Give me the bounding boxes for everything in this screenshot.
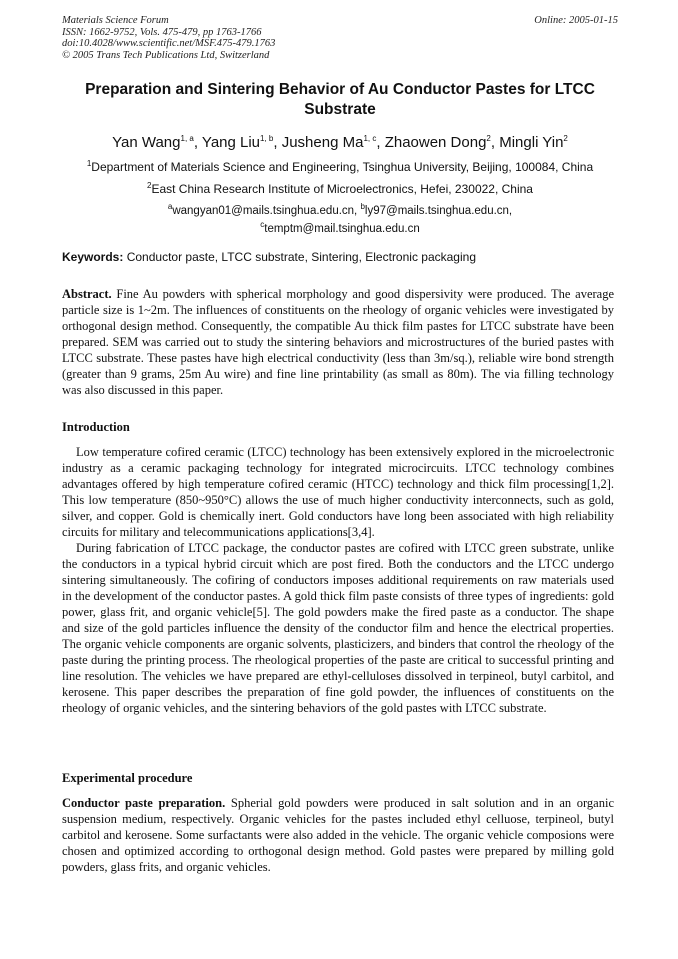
experimental-paragraph xyxy=(62,795,614,875)
author-emails xyxy=(40,200,640,236)
affiliation-1 xyxy=(40,156,640,175)
email-mark: b xyxy=(360,202,365,211)
keywords-text: Conductor paste, LTCC substrate, Sintering, Electronic packaging xyxy=(126,250,476,264)
email-mark: a xyxy=(167,202,173,211)
author-separator: , xyxy=(490,134,500,151)
section-heading-introduction: Introduction xyxy=(62,420,130,434)
doi-line[interactable]: doi:10.4028/www.scientific.net/MSF.475-479.1763 xyxy=(62,38,276,49)
affiliation-mark: 2 xyxy=(147,181,152,190)
author-separator: , xyxy=(376,134,385,151)
journal-name: Materials Science Forum xyxy=(62,15,169,26)
affiliation-mark: 1 xyxy=(86,159,92,168)
introduction-body xyxy=(62,444,614,716)
paper-title: Preparation and Sintering Behavior of Au Conductor Pastes for LTCC Substrate xyxy=(85,81,595,118)
author-name: Mingli Yin xyxy=(499,134,564,151)
author-affiliation-mark: 1, b xyxy=(260,134,274,143)
email-address[interactable]: ly97@mails.tsinghua.edu.cn, xyxy=(364,204,513,217)
section-heading-experimental: Experimental procedure xyxy=(62,771,193,785)
abstract-text: Fine Au powders with spherical morphology and good dispersivity were produced. The average particle size is 1~2m. The influences of constituents on the rheology of organic vehicles were investigated by orthogonal design method. Consequently, the compatible Au thick film pastes for LTCC substrate have been prepared. SEM was carried out to study the sintering behaviors and microstructures of the buried pastes with LTCC substrate. These pastes have high electrical conductivity (less than 3m/sq.), reliable wire bond strength (greater than 9 grams, 25m Au wire) and fine line printability (as small as 80m). The via filling technology was also discussed in this paper. xyxy=(62,287,615,397)
email-address[interactable]: wangyan01@mails.tsinghua.edu.cn, xyxy=(172,204,358,217)
author-separator: , xyxy=(193,134,202,151)
author-affiliation-mark: 1, a xyxy=(180,134,194,143)
experimental-text: Spherial gold powders were produced in salt solution and in an organic suspension medium, respectively. Organic vehicles for the pastes included ethyl celluose, terpineol, butyl carbitol and kerosene. Some surfactants were also added in the vehicle. The organic vehicle composions were chosen and optimized according to orthogonal design method. Gold pastes were prepared by milling gold powders, glass frits, and organic vehicles. xyxy=(62,796,615,874)
keywords-label: Keywords: xyxy=(62,250,124,264)
email-address[interactable]: temptm@mail.tsinghua.edu.cn xyxy=(264,222,420,235)
body-paragraph: Low temperature cofired ceramic (LTCC) technology has been extensively explored in the microelectronic industry as a ceramic packaging technology for integrated microcircuits. LTCC technology combines advantages offered by high temperature cofired ceramic (HTCC) technology and thick film processing[1,2]. This low temperature (850~950°C) allows the use of much higher conductivity interconnects, such as gold, silver, and copper. Gold is chemically inert. Gold conductors have long been associated with high reliability circuits for military and telecommunications applications[3,4]. xyxy=(62,445,614,539)
abstract-label: Abstract. xyxy=(62,287,112,301)
author-affiliation-mark: 2 xyxy=(563,134,568,143)
online-date: Online: 2005-01-15 xyxy=(534,15,618,26)
keywords-line xyxy=(62,250,618,265)
author-name: Zhaowen Dong xyxy=(384,134,487,151)
copyright-line: © 2005 Trans Tech Publications Ltd, Switzerland xyxy=(62,49,270,61)
author-list xyxy=(40,130,640,152)
publication-header xyxy=(62,15,618,61)
affiliation-text: East China Research Institute of Microelectronics, Hefei, 230022, China xyxy=(151,182,533,196)
author-affiliation-mark: 2 xyxy=(486,134,491,143)
author-name: Jusheng Ma xyxy=(281,134,364,151)
author-separator: , xyxy=(273,134,282,151)
subsection-runin-heading: Conductor paste preparation. xyxy=(62,796,226,810)
author-name: Yan Wang xyxy=(112,134,181,151)
issn-line: ISSN: 1662-9752, Vols. 475-479, pp 1763-1766 xyxy=(62,26,262,38)
author-affiliation-mark: 1, c xyxy=(363,134,377,143)
abstract-paragraph xyxy=(62,286,614,398)
author-name: Yang Liu xyxy=(201,134,261,151)
body-paragraph: During fabrication of LTCC package, the conductor pastes are cofired with LTCC green substrate, unlike the conductors in a typical hybrid circuit which are post fired. Both the conductors and the LTCC undergo sintering simultaneously. The cofiring of conductors imposes additional requirements on raw materials used in the development of the conductor pastes. A gold thick film paste consists of three types of ingredients: gold power, glass frit, and organic vehicle[5]. The gold powders make the fired paste as a conductor. The shape and size of the gold particles influence the density of the conductor film and hence the electrical properties. The organic vehicle components are organic solvents, plasticizers, and binders that control the rheology of the paste during the printing process. The rheological properties of the paste are critical to successful printing and line resolution. The vehicles we have prepared are ethyl-celluloses dissolved in terpineol, butyl carbitol, and kerosene. This paper describes the preparation of fine gold powder, the influences of constituents on the rheology of organic vehicles, and the sintering behaviors of the gold pastes with LTCC substrate. xyxy=(62,541,614,715)
affiliation-2 xyxy=(40,178,640,197)
affiliation-text: Department of Materials Science and Engineering, Tsinghua University, Beijing, 100084, China xyxy=(91,160,594,174)
email-mark: c xyxy=(260,219,265,229)
